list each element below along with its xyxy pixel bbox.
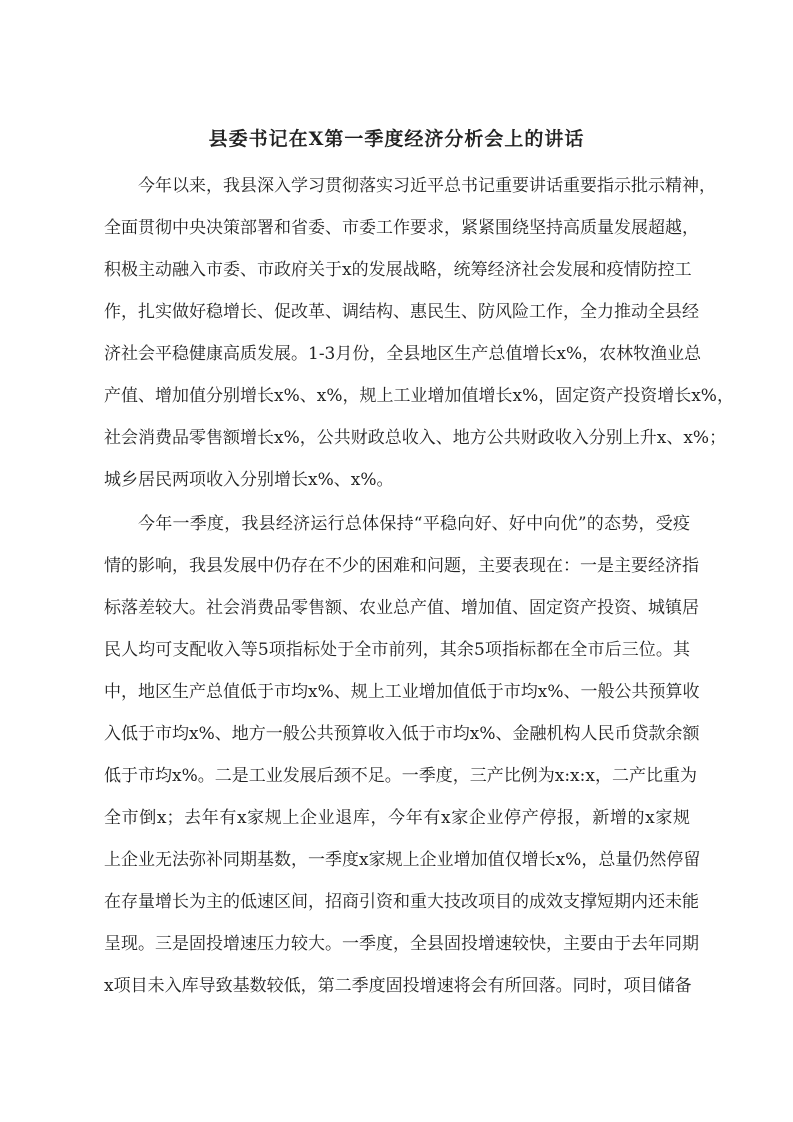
text-line: 社会消费品零售额增长x%，公共财政总收入、地方公共财政收入分别上升x、x%； bbox=[104, 428, 727, 448]
text-line: 入低于市均x%、地方一般公共预算收入低于市均x%、金融机构人民币贷款余额 bbox=[104, 724, 700, 744]
text-line: 上企业无法弥补同期基数，一季度x家规上企业增加值仅增长x%，总量仍然停留 bbox=[104, 850, 701, 870]
text-line: 情的影响，我县发展中仍存在不少的困难和问题，主要表现在：一是主要经济指 bbox=[104, 556, 699, 576]
text-line: x项目未入库导致基数较低，第二季度固投增速将会有所回落。同时，项目储备 bbox=[104, 976, 692, 996]
text-line: 民人均可支配收入等5项指标处于全市前列，其余5项指标都在全市后三位。其 bbox=[104, 640, 690, 660]
text-line: 呈现。三是固投增速压力较大。一季度，全县固投增速较快，主要由于去年同期 bbox=[104, 934, 699, 954]
text-line: 积极主动融入市委、市政府关于x的发展战略，统筹经济社会发展和疫情防控工 bbox=[104, 260, 692, 280]
text-line: 今年以来，我县深入学习贯彻落实习近平总书记重要讲话重要指示批示精神， bbox=[138, 176, 716, 196]
text-line: 济社会平稳健康高质发展。1-3月份，全县地区生产总值增长x%，农林牧渔业总 bbox=[104, 344, 702, 364]
document-title: 县委书记在X第一季度经济分析会上的讲话 bbox=[208, 128, 585, 150]
text-line: 标落差较大。社会消费品零售额、农业总产值、增加值、固定资产投资、城镇居 bbox=[104, 598, 699, 618]
text-line: 全面贯彻中央决策部署和省委、市委工作要求，紧紧围绕坚持高质量发展超越， bbox=[104, 218, 699, 238]
text-line: 作，扎实做好稳增长、促改革、调结构、惠民生、防风险工作，全力推动全县经 bbox=[104, 302, 699, 322]
paragraph-1 bbox=[104, 170, 734, 506]
text-line: 在存量增长为主的低速区间，招商引资和重大技改项目的成效支撑短期内还未能 bbox=[104, 892, 699, 912]
text-line: 城乡居民两项收入分别增长x%、x%。 bbox=[104, 470, 394, 490]
text-line: 全市倒x；去年有x家规上企业退库，今年有x家企业停产停报，新增的x家规 bbox=[104, 808, 690, 828]
text-line: 低于市均x%。二是工业发展后颈不足。一季度，三产比例为x:x:x，二产比重为 bbox=[104, 766, 697, 786]
text-line: 今年一季度，我县经济运行总体保持“平稳向好、好中向优”的态势，受疫 bbox=[138, 514, 690, 534]
text-line: 产值、增加值分别增长x%、x%，规上工业增加值增长x%，固定资产投资增长x%， bbox=[104, 386, 734, 406]
text-line: 中，地区生产总值低于市均x%、规上工业增加值低于市均x%、一般公共预算收 bbox=[104, 682, 700, 702]
paragraph-2 bbox=[104, 508, 701, 1012]
document-body bbox=[104, 170, 734, 1012]
